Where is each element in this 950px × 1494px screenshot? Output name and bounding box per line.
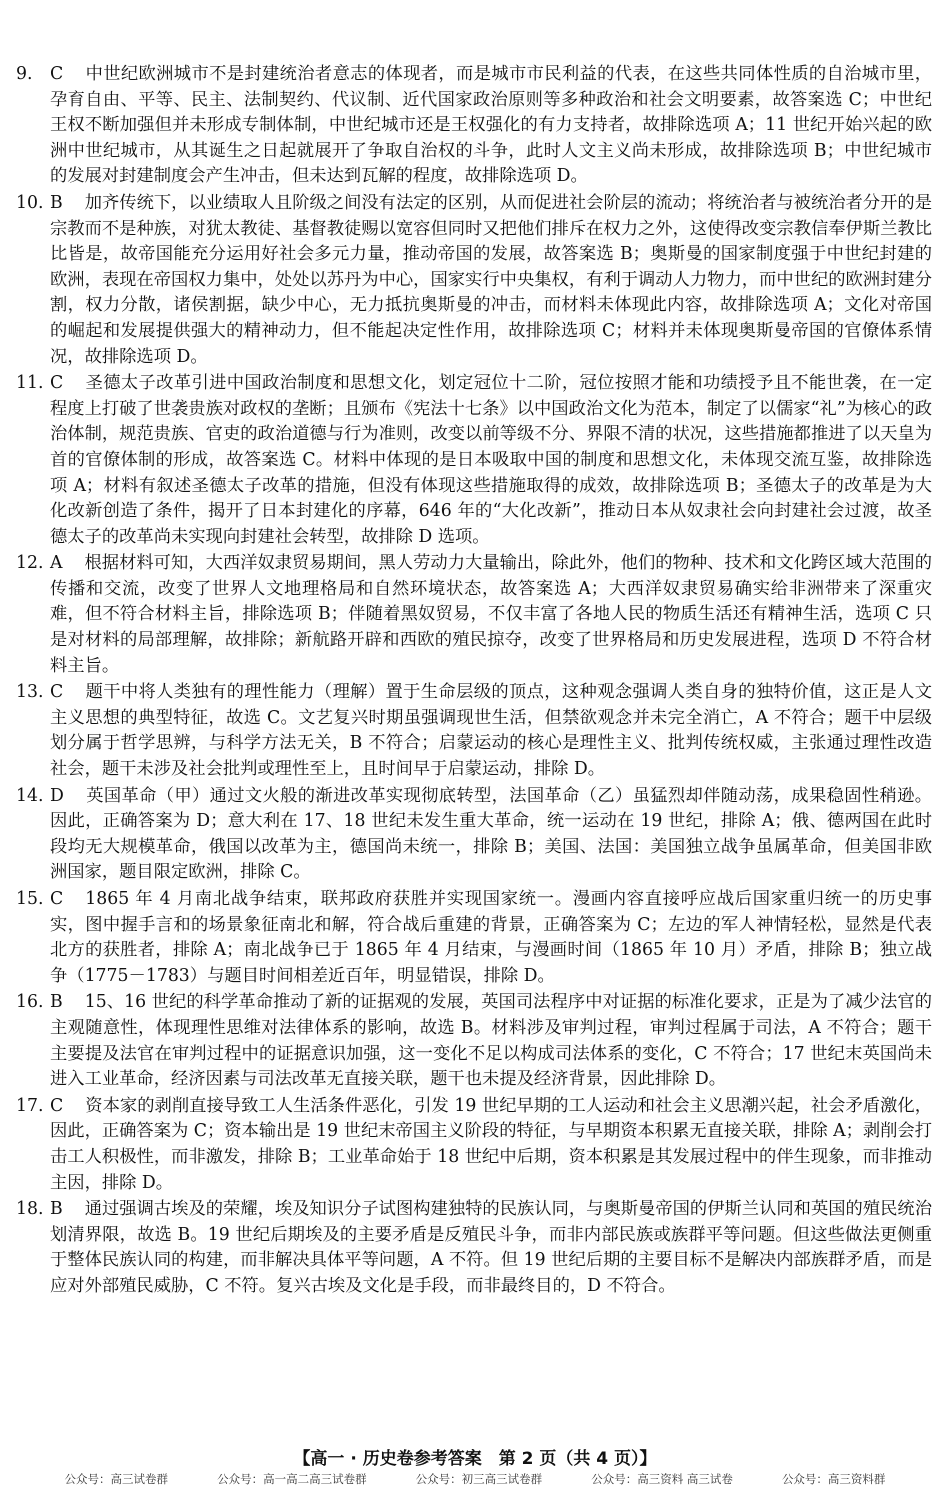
wechat-account-label: 公众号：高三试卷群: [64, 1472, 169, 1486]
answer-item: [16, 62, 932, 190]
explanation-text: 圣德太子改革引进中国政治制度和思想文化，划定冠位十二阶，冠位按照才能和功绩授予且不能世袭，在一定程度上打破了世袭贵族对政权的垄断；且颁布《宪法十七条》以中国政治文化为范本，制定了以儒家“礼”为核心的政治体制，规范贵族、官吏的政治道德与行为准则，改变以前等级不分、界限不清的状况，这些措施都推进了以天皇为首的官僚体制的形成，故答案选 C。材料中体现的是日本吸取中国的制度和思想文化，未体现交流互鉴，故排除选项 A；材料有叙述圣德太子改革的措施，但没有体现这些措施取得的成效，故排除选项 B；圣德太子的改革是为大化改新创造了条件，揭开了日本封建化的序幕，646 年的“大化改新”，推动日本从奴隶社会向封建社会过渡，故圣德太子的改革尚未实现向封建社会转型，故排除 D 选项。: [50, 373, 932, 547]
answer-item: [16, 680, 932, 782]
wechat-watermark-row: [0, 1471, 950, 1487]
explanation-text: 通过强调古埃及的荣耀，埃及知识分子试图构建独特的民族认同，与奥斯曼帝国的伊斯兰认同和英国的殖民统治划清界限，故选 B。19 世纪后期埃及的主要矛盾是反殖民斗争，而非内部民族或族群平等问题。但这些做法更侧重于整体民族认同的构建，而非解决具体平等问题，A 不符。但 19 世纪后期的主要目标不是解决内部族群矛盾，而是应对外部殖民威胁，C 不符。复兴古埃及文化是手段，而非最终目的，D 不符合。: [50, 1199, 932, 1296]
answer-letter: B: [50, 992, 63, 1013]
explanation-text: 英国革命（甲）通过文火般的渐进改革实现彻底转型，法国革命（乙）虽猛烈却伴随动荡，成果稳固性稍逊。因此，正确答案为 D；意大利在 17、18 世纪未发生重大革命，统一运动在 19 世纪，排除 A；俄、德两国在此时段均无大规模革命，俄国以改革为主，德国尚未统一，排除 B；美国、法国：美国独立战争虽属革命，但美国非欧洲国家，题目限定欧洲，排除 C。: [50, 785, 932, 883]
explanation-text: 中世纪欧洲城市不是封建统治者意志的体现者，而是城市市民利益的代表，在这些共同体性质的自治城市里，孕育自由、平等、民主、法制契约、代议制、近代国家政治原则等多种政治和社会文明要素，故答案选 C；中世纪王权不断加强但并未形成专制体制，中世纪城市还是王权强化的有力支持者，故排除选项 A；11 世纪开始兴起的欧洲中世纪城市，从其诞生之日起就展开了争取自治权的斗争，此时人文主义尚未形成，故排除选项 B；中世纪城市的发展对封建制度会产生冲击，但未达到瓦解的程度，故排除选项 D。: [50, 64, 932, 187]
answer-item: [16, 990, 932, 1092]
question-number: 15.: [16, 889, 44, 909]
question-number: 18.: [16, 1199, 44, 1220]
question-number: 13.: [16, 682, 44, 703]
answer-item: [16, 784, 932, 886]
question-number: 17.: [16, 1095, 44, 1116]
answer-item: [16, 1094, 932, 1196]
answer-body: [50, 680, 932, 782]
explanation-text: 加齐传统下，以业绩取人且阶级之间没有法定的区别，从而促进社会阶层的流动；将统治者与被统治者分开的是宗教而不是种族，对犹太教徒、基督教徒赐以宽容但同时又把他们排斥在权力之外，这使得改变宗教信奉伊斯兰教比比皆是，故帝国能充分运用好社会多元力量，推动帝国的发展，故答案选 B；奥斯曼的国家制度强于中世纪封建的欧洲，表现在帝国权力集中，处处以苏丹为中心，国家实行中央集权，有利于调动人力物力，而中世纪的欧洲封建分割，权力分散，诸侯割据，缺少中心，无力抵抗奥斯曼的冲击，而材料未体现此内容，故排除选项 A；文化对帝国的崛起和发展提供强大的精神动力，但不能起决定性作用，故排除选项 C；材料并未体现奥斯曼帝国的官僚体系情况，故排除选项 D。: [50, 192, 932, 367]
answer-item: [16, 887, 932, 989]
question-number: 16.: [16, 992, 44, 1013]
question-number: 11.: [16, 373, 44, 394]
answer-letter: A: [50, 553, 63, 574]
answer-body: [50, 191, 932, 370]
question-number: 10.: [16, 192, 44, 213]
answer-letter: B: [50, 192, 63, 213]
explanation-text: 资本家的剥削直接导致工人生活条件恶化，引发 19 世纪早期的工人运动和社会主义思潮兴起，社会矛盾激化，因此，正确答案为 C；资本输出是 19 世纪末帝国主义阶段的特征，与早期资本积累无直接关联，排除 A；剥削会打击工人积极性，而非激发，排除 B；工业革命始于 18 世纪中后期，资本积累是其发展过程中的伴生现象，而非推动主因，排除 D。: [50, 1095, 932, 1193]
answer-letter: C: [50, 64, 64, 84]
wechat-account-label: 公众号：初三高三试卷群: [415, 1472, 543, 1486]
answer-body: [50, 62, 932, 190]
answer-letter: C: [50, 682, 64, 703]
wechat-account-label: 公众号：高一高二高三试卷群: [217, 1472, 367, 1486]
wechat-account-label: 公众号：高三资料群: [781, 1472, 886, 1486]
question-number: 9.: [16, 64, 33, 84]
answer-letter: B: [50, 1199, 63, 1220]
answer-item: [16, 1197, 932, 1299]
answer-letter: C: [50, 373, 64, 394]
answer-body: [50, 1197, 932, 1299]
page-footer-title: 【高一 · 历史卷参考答案 第 2 页（共 4 页）】: [293, 1449, 657, 1469]
answer-body: [50, 887, 932, 989]
answer-item: [16, 551, 932, 679]
explanation-text: 1865 年 4 月南北战争结束，联邦政府获胜并实现国家统一。漫画内容直接呼应战后国家重归统一的历史事实，图中握手言和的场景象征南北和解，符合战后重建的背景，正确答案为 C；左边的军人神情轻松，显然是代表北方的获胜者，排除 A；南北战争已于 1865 年 4 月结束，与漫画时间（1865 年 10 月）矛盾，排除 B；独立战争（1775－1783）与题目时间相差近百年，明显错误，排除 D。: [50, 889, 932, 986]
answer-list: [16, 62, 932, 1300]
question-number: 12.: [16, 553, 44, 574]
answer-body: [50, 784, 932, 886]
answer-body: [50, 1094, 932, 1196]
answer-letter: D: [50, 785, 64, 806]
answer-item: [16, 371, 932, 550]
answer-letter: C: [50, 889, 64, 909]
answer-body: [50, 990, 932, 1092]
answer-body: [50, 371, 932, 550]
question-number: 14.: [16, 785, 44, 806]
explanation-text: 15、16 世纪的科学革命推动了新的证据观的发展，英国司法程序中对证据的标准化要求，正是为了减少法官的主观随意性，体现理性思维对法律体系的影响，故选 B。材料涉及审判过程，审判过程属于司法，A 不符合；题干主要提及法官在审判过程中的证据意识加强，这一变化不足以构成司法体系的变化，C 不符合；17 世纪末英国尚未进入工业革命，经济因素与司法改革无直接关联，题干也未提及经济背景，因此排除 D。: [50, 992, 932, 1090]
explanation-text: 根据材料可知，大西洋奴隶贸易期间，黑人劳动力大量输出，除此外，他们的物种、技术和文化跨区域大范围的传播和交流，改变了世界人文地理格局和自然环境状态，故答案选 A；大西洋奴隶贸易确实给非洲带来了深重灾难，但不符合材料主旨，排除选项 B；伴随着黑奴贸易，不仅丰富了各地人民的物质生活还有精神生活，选项 C 只是对材料的局部理解，故排除；新航路开辟和西欧的殖民掠夺，改变了世界格局和历史发展进程，选项 D 不符合材料主旨。: [50, 553, 932, 676]
answer-item: [16, 191, 932, 370]
explanation-text: 题干中将人类独有的理性能力（理解）置于生命层级的顶点，这种观念强调人类自身的独特价值，这正是人文主义思想的典型特征，故选 C。文艺复兴时期虽强调现世生活，但禁欲观念并未完全消亡，A 不符合；题干中层级划分属于哲学思辨，与科学方法无关，B 不符合；启蒙运动的核心是理性主义、批判传统权威，主张通过理性改造社会，题干未涉及社会批判或理性至上，且时间早于启蒙运动，排除 D。: [50, 682, 932, 780]
answer-body: [50, 551, 932, 679]
answer-letter: C: [50, 1095, 64, 1116]
wechat-account-label: 公众号：高三资料 高三试卷: [591, 1472, 733, 1486]
